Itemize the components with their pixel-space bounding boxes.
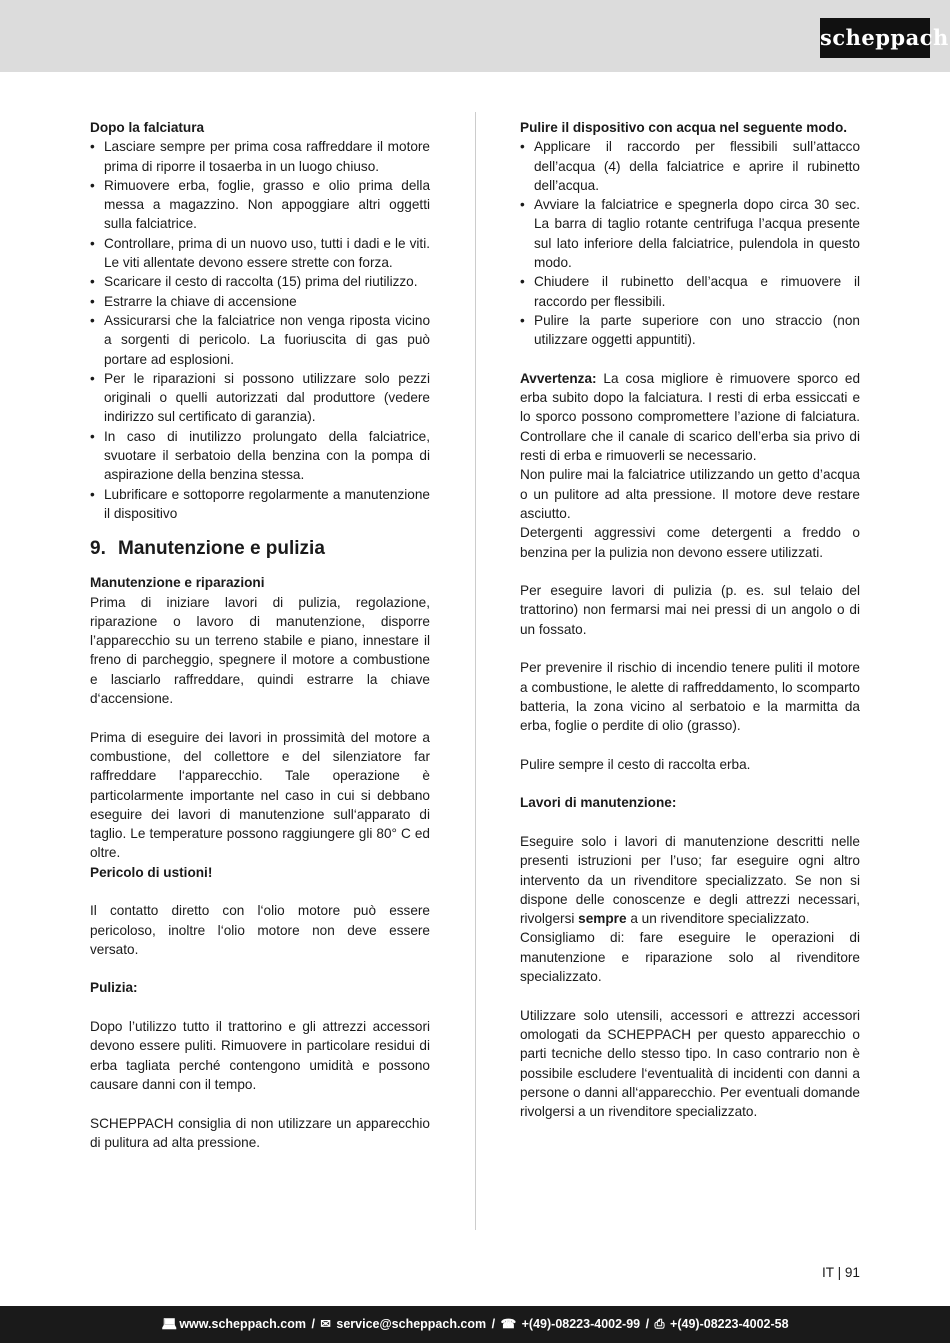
scheppach-logo: scheppach: [820, 18, 930, 58]
list-item: • Per le riparazioni si possono utilizzare solo pezzi originali o quelli autorizzati dal produttore (vedere indirizzo sul certificato di garanzia).: [90, 369, 430, 427]
separator: /: [642, 1317, 653, 1331]
corner-paragraph: Per eseguire lavori di pulizia (p. es. sul telaio del trattorino) non fermarsi mai nei pressi di un angolo o di un fossato.: [520, 583, 860, 637]
column-divider: [475, 112, 476, 1230]
after-mowing-heading: Dopo la falciatura: [90, 120, 205, 135]
list-item: • Estrarre la chiave di accensione: [90, 292, 430, 311]
list-item: • Lasciare sempre per prima cosa raffreddare il motore prima di riporre il tosaerba in un luogo chiuso.: [90, 137, 430, 176]
maintenance-work-paragraph-2: Consigliamo di: fare eseguire le operazioni di manutenzione e riparazione solo al rivenditore specializzato.: [520, 930, 860, 985]
warning-paragraph-3: Detergenti aggressivi come detergenti a freddo o benzina per la pulizia non devono essere utilizzati.: [520, 525, 860, 560]
water-cleaning-list: [520, 137, 860, 349]
mail-icon: ✉︎: [320, 1317, 331, 1331]
list-item: • Scaricare il cesto di raccolta (15) prima del riutilizzo.: [90, 272, 430, 291]
text-part: Eseguire solo i lavori di manutenzione descritti nelle presenti istruzioni per l’uso; far eseguire ogni altro intervento da un rivenditore specializzato. Se non si dispone delle conoscenze e degli attrezzi necessari, rivolgersi: [520, 833, 860, 927]
maintenance-paragraph-1: Prima di iniziare lavori di pulizia, regolazione, riparazione o lavoro di manutenzione, disporre l’apparecchio su un terreno stabile e piano, innestare il freno di parcheggio, spegnere il motore a combustione e lasciarlo raffreddare, quindi estrarre la chiave d‘accensione.: [90, 594, 430, 707]
list-item: • Assicurarsi che la falciatrice non venga riposta vicino a sorgenti di pericolo. La fuoriuscita di gas può portare ad esplosioni.: [90, 311, 430, 369]
list-item: • Avviare la falciatrice e spegnerla dopo circa 30 sec. La barra di taglio rotante centrifuga l’acqua presente sul lato inferiore della falciatrice, pulendola in questo modo.: [520, 195, 860, 272]
page-number: IT | 91: [821, 1265, 860, 1280]
burn-warning: Pericolo di ustioni!: [90, 864, 213, 880]
basket-paragraph: Pulire sempre il cesto di raccolta erba.: [520, 756, 751, 772]
warning-paragraph-2: Non pulire mai la falciatrice utilizzando un getto d’acqua o un pulitore ad alta pressione. Il motore deve restare asciutto.: [520, 467, 860, 521]
section-number: 9.: [90, 538, 106, 560]
list-item: • Lubrificare e sottoporre regolarmente a manutenzione il dispositivo: [90, 485, 430, 524]
page-header: [0, 0, 950, 72]
fire-paragraph: Per prevenire il rischio di incendio tenere puliti il motore a combustione, le alette di raffreddamento, lo scomparto batteria, la zona vicino al serbatoio e la marmitta da erba, foglie o perdite di olio (grasso).: [520, 660, 860, 734]
section-heading: [90, 537, 430, 561]
website-link[interactable]: www.scheppach.com: [179, 1317, 306, 1331]
text-part: a un rivenditore specializzato.: [626, 911, 810, 927]
after-mowing-list: [90, 137, 430, 523]
maintenance-work-paragraph-1: [520, 832, 860, 928]
list-item: • In caso di inutilizzo prolungato della falciatrice, svuotare il serbatoio della benzina con la pompa di aspirazione della benzina stessa.: [90, 427, 430, 485]
list-item: • Applicare il raccordo per flessibili sull’attacco dell’acqua (4) della falciatrice e aprire il rubinetto dell’acqua.: [520, 137, 860, 195]
list-item: • Pulire la parte superiore con uno straccio (non utilizzare oggetti appuntiti).: [520, 311, 860, 350]
email-link[interactable]: service@scheppach.com: [336, 1317, 487, 1331]
maintenance-repair-heading: Manutenzione e riparazioni: [90, 575, 265, 591]
separator: /: [307, 1317, 319, 1331]
fax-icon: ⎙: [654, 1317, 665, 1331]
fax-number: +(49)-08223-4002-58: [670, 1317, 789, 1331]
phone-icon: ☎: [500, 1317, 517, 1331]
left-column: [90, 118, 430, 1152]
list-item: • Chiudere il rubinetto dell’acqua e rimuovere il raccordo per flessibili.: [520, 272, 860, 311]
maintenance-work-heading: Lavori di manutenzione:: [520, 795, 677, 811]
maintenance-paragraph-2: Prima di eseguire dei lavori in prossimità del motore a combustione, del collettore e del silenziatore far raffreddare l‘apparecchio. Tale operazione è particolarmente importante nel caso in cui si debbano eseguire dei lavori di manutenzione sull‘apparato di taglio. Le temperature possono raggiungere gli 80° C ed oltre.: [90, 729, 430, 861]
maintenance-paragraph-3: Il contatto diretto con l‘olio motore può essere pericoloso, inoltre l‘olio motore non deve essere versato.: [90, 903, 430, 957]
section-title: Manutenzione e pulizia: [118, 538, 325, 560]
phone-number: +(49)-08223-4002-99: [521, 1317, 641, 1331]
warning-paragraph: [520, 369, 860, 465]
cleaning-paragraph-1: Dopo l’utilizzo tutto il trattorino e gli attrezzi accessori devono essere puliti. Rimuovere in particolare residui di erba tagliata perché contengono umidità e possono causare danni con il tempo.: [90, 1019, 430, 1092]
cleaning-heading: Pulizia:: [90, 980, 138, 996]
emphasis-sempre: sempre: [578, 911, 627, 927]
water-cleaning-heading: Pulire il dispositivo con acqua nel seguente modo.: [520, 120, 848, 135]
page-footer: [0, 1306, 950, 1343]
list-item: • Controllare, prima di un nuovo uso, tutti i dadi e le viti. Le viti allentate devono essere strette con forza.: [90, 234, 430, 273]
list-item: • Rimuovere erba, foglie, grasso e olio prima della messa a magazzino. Non appoggiare altri oggetti sulla falciatrice.: [90, 176, 430, 234]
warning-text: La cosa migliore è rimuovere sporco ed erba subito dopo la falciatura. I resti di erba essiccati e lo sporco possono compromettere l’azione di falciatura. Controllare che il canale di scarico dell’erba sia privo di resti di erba e rimuoverli se necessario.: [520, 370, 860, 464]
computer-icon: 💻︎: [161, 1317, 178, 1331]
separator: /: [488, 1317, 499, 1331]
warning-label: Avvertenza:: [520, 370, 597, 386]
cleaning-paragraph-2: SCHEPPACH consiglia di non utilizzare un apparecchio di pulitura ad alta pressione.: [90, 1115, 430, 1150]
right-column: [520, 118, 860, 1121]
maintenance-work-paragraph-3: Utilizzare solo utensili, accessori e attrezzi accessori omologati da SCHEPPACH per questo apparecchio o parti tecniche dello stesso tipo. In caso contrario non è possibile escludere l‘eventualità di incidenti con danni a persone o danni all‘apparecchio. Per eventuali domande rivolgersi a un rivenditore specializzato.: [520, 1007, 860, 1120]
